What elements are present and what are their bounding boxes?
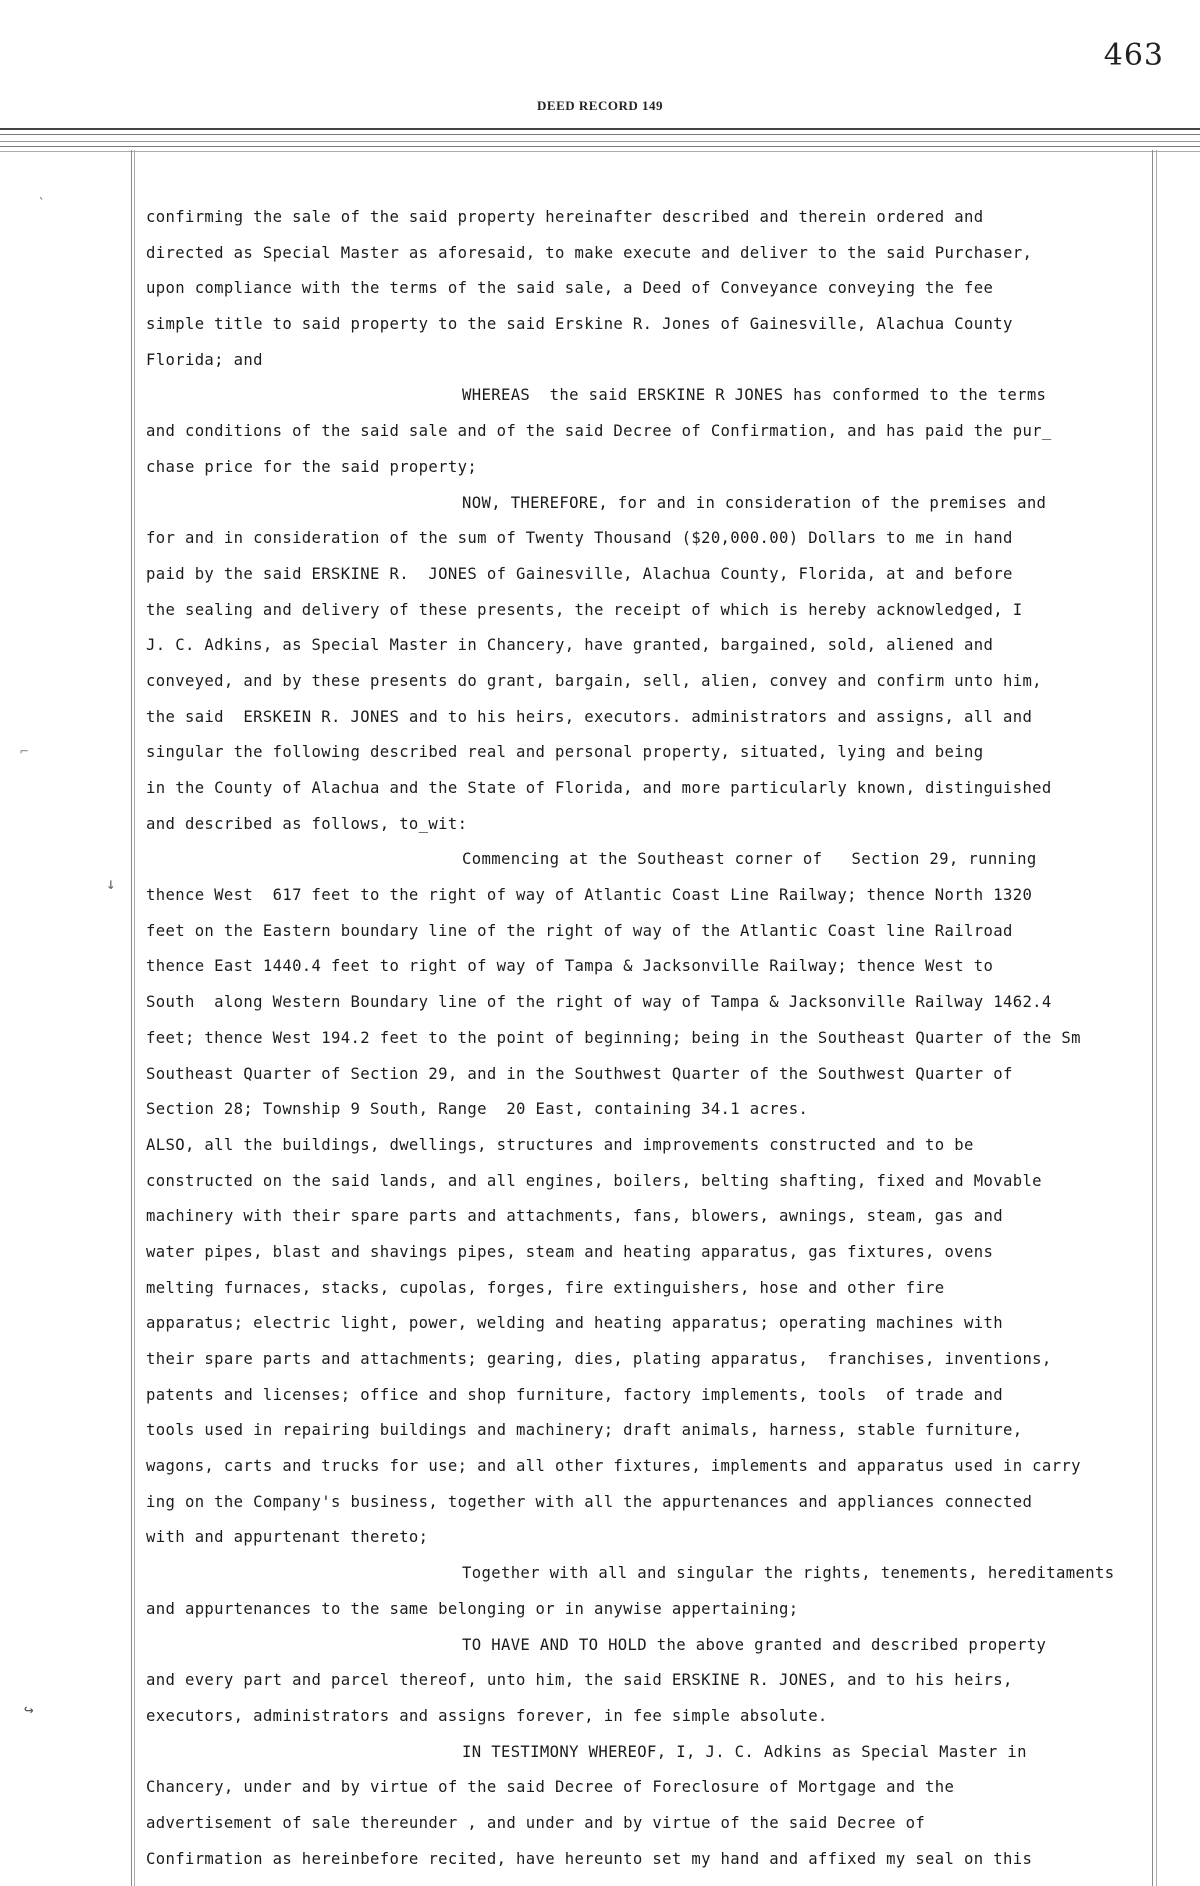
deed-text-line: Florida; and: [146, 350, 263, 369]
deed-text-line: conveyed, and by these presents do grant, bargain, sell, alien, convey and confirm unto him,: [146, 671, 1042, 690]
margin-pen-mark: `: [38, 196, 46, 210]
deed-text-line: directed as Special Master as aforesaid, to make execute and deliver to the said Purchaser,: [146, 243, 1033, 262]
deed-text-line: IN TESTIMONY WHEREOF, I, J. C. Adkins as Special Master in: [462, 1742, 1027, 1761]
deed-text-line: feet on the Eastern boundary line of the right of way of the Atlantic Coast line Railroad: [146, 921, 1013, 940]
deed-text-line: in the County of Alachua and the State of Florida, and more particularly known, distinguished: [146, 779, 1052, 797]
deed-text-line: WHEREAS the said ERSKINE R JONES has conformed to the terms: [462, 386, 1047, 405]
deed-text-line: and every part and parcel thereof, unto him, the said ERSKINE R. JONES, and to his heirs,: [146, 1671, 1013, 1690]
deed-text-line: Confirmation as hereinbefore recited, have hereunto set my hand and affixed my seal on this: [146, 1849, 1033, 1868]
left-margin-line: [131, 150, 132, 1886]
right-margin-line: [1156, 150, 1157, 1886]
deed-text-line: tools used in repairing buildings and machinery; draft animals, harness, stable furniture,: [146, 1421, 1023, 1440]
header-rule: [0, 146, 1200, 147]
deed-text-line: Southeast Quarter of Section 29, and in the Southwest Quarter of the Southwest Quarter of: [146, 1064, 1013, 1083]
deed-text-line: apparatus; electric light, power, welding and heating apparatus; operating machines with: [146, 1314, 1003, 1333]
deed-text-line: executors, administrators and assigns forever, in fee simple absolute.: [146, 1706, 828, 1725]
deed-text-line: singular the following described real and personal property, situated, lying and being: [146, 743, 984, 762]
deed-text-line: upon compliance with the terms of the said sale, a Deed of Conveyance conveying the fee: [146, 279, 994, 298]
header-rule: [0, 151, 1200, 152]
deed-text-line: Commencing at the Southeast corner of Section 29, running: [462, 850, 1037, 869]
header-rule: [0, 128, 1200, 130]
deed-text-line: feet; thence West 194.2 feet to the point of beginning; being in the Southeast Quarter of the Sm: [146, 1028, 1081, 1047]
left-margin-line: [134, 150, 135, 1886]
deed-text-line: chase price for the said property;: [146, 457, 478, 476]
deed-text-line: water pipes, blast and shavings pipes, steam and heating apparatus, gas fixtures, ovens: [146, 1242, 994, 1261]
margin-pen-mark: ↪: [24, 1700, 34, 1719]
deed-text-line: ALSO, all the buildings, dwellings, structures and improvements constructed and to be: [146, 1135, 974, 1154]
deed-text-line: and conditions of the said sale and of the said Decree of Confirmation, and has paid the pur_: [146, 422, 1052, 441]
deed-text-line: wagons, carts and trucks for use; and all other fixtures, implements and apparatus used in carry: [146, 1457, 1081, 1476]
deed-body-text: [146, 200, 1156, 1877]
header-rule: [0, 134, 1200, 135]
deed-text-line: NOW, THEREFORE, for and in consideration of the premises and: [462, 493, 1047, 512]
deed-text-line: ing on the Company's business, together with all the appurtenances and appliances connected: [146, 1492, 1033, 1511]
deed-text-line: melting furnaces, stacks, cupolas, forges, fire extinguishers, hose and other fire: [146, 1278, 945, 1297]
deed-text-line: advertisement of sale thereunder , and under and by virtue of the said Decree of: [146, 1813, 926, 1832]
margin-pen-mark: ⌐: [20, 744, 29, 760]
deed-text-line: confirming the sale of the said property hereinafter described and therein ordered and: [146, 208, 984, 226]
deed-text-line: the said ERSKEIN R. JONES and to his heirs, executors. administrators and assigns, all and: [146, 707, 1033, 726]
margin-pen-mark: ↓: [106, 874, 116, 893]
header-rule: [0, 141, 1200, 142]
deed-text-line: J. C. Adkins, as Special Master in Chancery, have granted, bargained, sold, aliened and: [146, 636, 994, 655]
deed-text-line: TO HAVE AND TO HOLD the above granted and described property: [462, 1635, 1047, 1654]
record-book-title: DEED RECORD 149: [537, 98, 663, 113]
page-number: 463: [1103, 38, 1164, 73]
deed-text-line: constructed on the said lands, and all engines, boilers, belting shafting, fixed and Movable: [146, 1171, 1042, 1190]
deed-text-line: thence East 1440.4 feet to right of way of Tampa & Jacksonville Railway; thence West to: [146, 957, 994, 976]
deed-text-line: South along Western Boundary line of the right of way of Tampa & Jacksonville Railway 1462.4: [146, 993, 1052, 1012]
deed-text-line: Section 28; Township 9 South, Range 20 East, containing 34.1 acres.: [146, 1100, 809, 1119]
deed-text-line: machinery with their spare parts and attachments, fans, blowers, awnings, steam, gas and: [146, 1207, 1003, 1226]
deed-text-line: Together with all and singular the rights, tenements, hereditaments: [462, 1564, 1115, 1583]
deed-text-line: their spare parts and attachments; gearing, dies, plating apparatus, franchises, inventions,: [146, 1350, 1052, 1368]
deed-text-line: thence West 617 feet to the right of way of Atlantic Coast Line Railway; thence North 1320: [146, 886, 1033, 905]
deed-text-line: Chancery, under and by virtue of the said Decree of Foreclosure of Mortgage and the: [146, 1778, 955, 1797]
deed-text-line: and appurtenances to the same belonging or in anywise appertaining;: [146, 1599, 799, 1618]
deed-text-line: paid by the said ERSKINE R. JONES of Gainesville, Alachua County, Florida, at and before: [146, 564, 1013, 583]
deed-text-line: the sealing and delivery of these presents, the receipt of which is hereby acknowledged, I: [146, 600, 1023, 619]
deed-text-line: simple title to said property to the said Erskine R. Jones of Gainesville, Alachua County: [146, 315, 1013, 334]
deed-text-line: patents and licenses; office and shop furniture, factory implements, tools of trade and: [146, 1385, 1003, 1404]
deed-text-line: for and in consideration of the sum of Twenty Thousand ($20,000.00) Dollars to me in hand: [146, 529, 1013, 548]
deed-text-line: and described as follows, to_wit:: [146, 814, 468, 833]
deed-text-line: with and appurtenant thereto;: [146, 1528, 429, 1547]
